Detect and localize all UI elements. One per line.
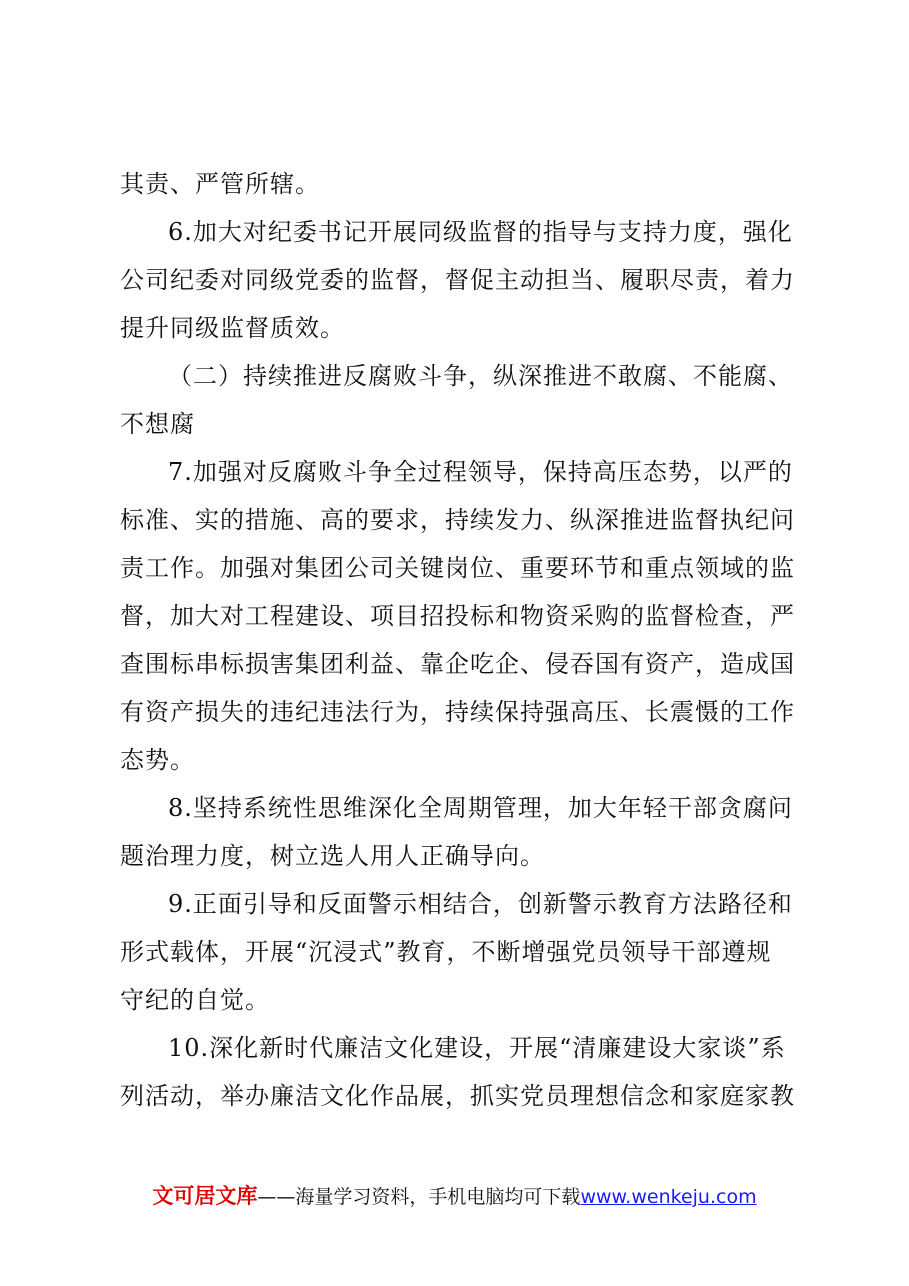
text-line: 查围标串标损害集团利益、靠企吃企、侵吞国有资产，造成国: [120, 650, 795, 678]
paragraph-item-7: [120, 448, 800, 784]
paragraph-item-9: [120, 880, 800, 1024]
text-line: 列活动，举办廉洁文化作品展，抓实党员理想信念和家庭家教: [120, 1082, 795, 1110]
text-line: 督，加大对工程建设、项目招投标和物资采购的监督检查，严: [120, 602, 795, 630]
text-line: 标准、实的措施、高的要求，持续发力、纵深推进监督执纪问: [120, 506, 795, 534]
paragraph-item-8: [120, 784, 800, 880]
text-line: 责工作。加强对集团公司关键岗位、重要环节和重点领域的监: [120, 554, 795, 582]
document-body: [120, 160, 800, 1120]
text-line: 8.坚持系统性思维深化全周期管理，加大年轻干部贪腐问: [168, 794, 793, 822]
text-line: 题治理力度，树立选人用人正确导向。: [120, 842, 545, 870]
footer-tagline: ——海量学习资料，手机电脑均可下载: [257, 1186, 581, 1208]
footer-brand: 文可居文库: [152, 1184, 258, 1208]
text-line: 守纪的自觉。: [120, 986, 270, 1014]
text-line: 9.正面引导和反面警示相结合，创新警示教育方法路径和: [168, 890, 793, 918]
text-line: 其责、严管所辖。: [120, 170, 320, 198]
heading-line: （二）持续推进反腐败斗争，纵深推进不敢腐、不能腐、: [168, 362, 793, 390]
text-line: 有资产损失的违纪违法行为，持续保持强高压、长震慑的工作: [120, 698, 795, 726]
paragraph-item-6: [120, 208, 800, 352]
page-footer: [0, 1180, 909, 1210]
text-line: 10.深化新时代廉洁文化建设，开展“清廉建设大家谈”系: [168, 1034, 786, 1062]
paragraph-carryover: [120, 160, 800, 208]
text-line: 6.加大对纪委书记开展同级监督的指导与支持力度，强化: [168, 218, 793, 246]
text-line: 提升同级监督质效。: [120, 314, 345, 342]
heading-line: 不想腐: [120, 410, 195, 438]
text-line: 公司纪委对同级党委的监督，督促主动担当、履职尽责，着力: [120, 266, 795, 294]
text-line: 形式载体，开展“沉浸式”教育，不断增强党员领导干部遵规: [120, 938, 772, 966]
footer-url-link[interactable]: www.wenkeju.com: [580, 1186, 757, 1208]
text-line: 态势。: [120, 746, 195, 774]
text-line: 7.加强对反腐败斗争全过程领导，保持高压态势，以严的: [168, 458, 793, 486]
paragraph-item-10: [120, 1024, 800, 1120]
section-heading-2: [120, 352, 800, 448]
